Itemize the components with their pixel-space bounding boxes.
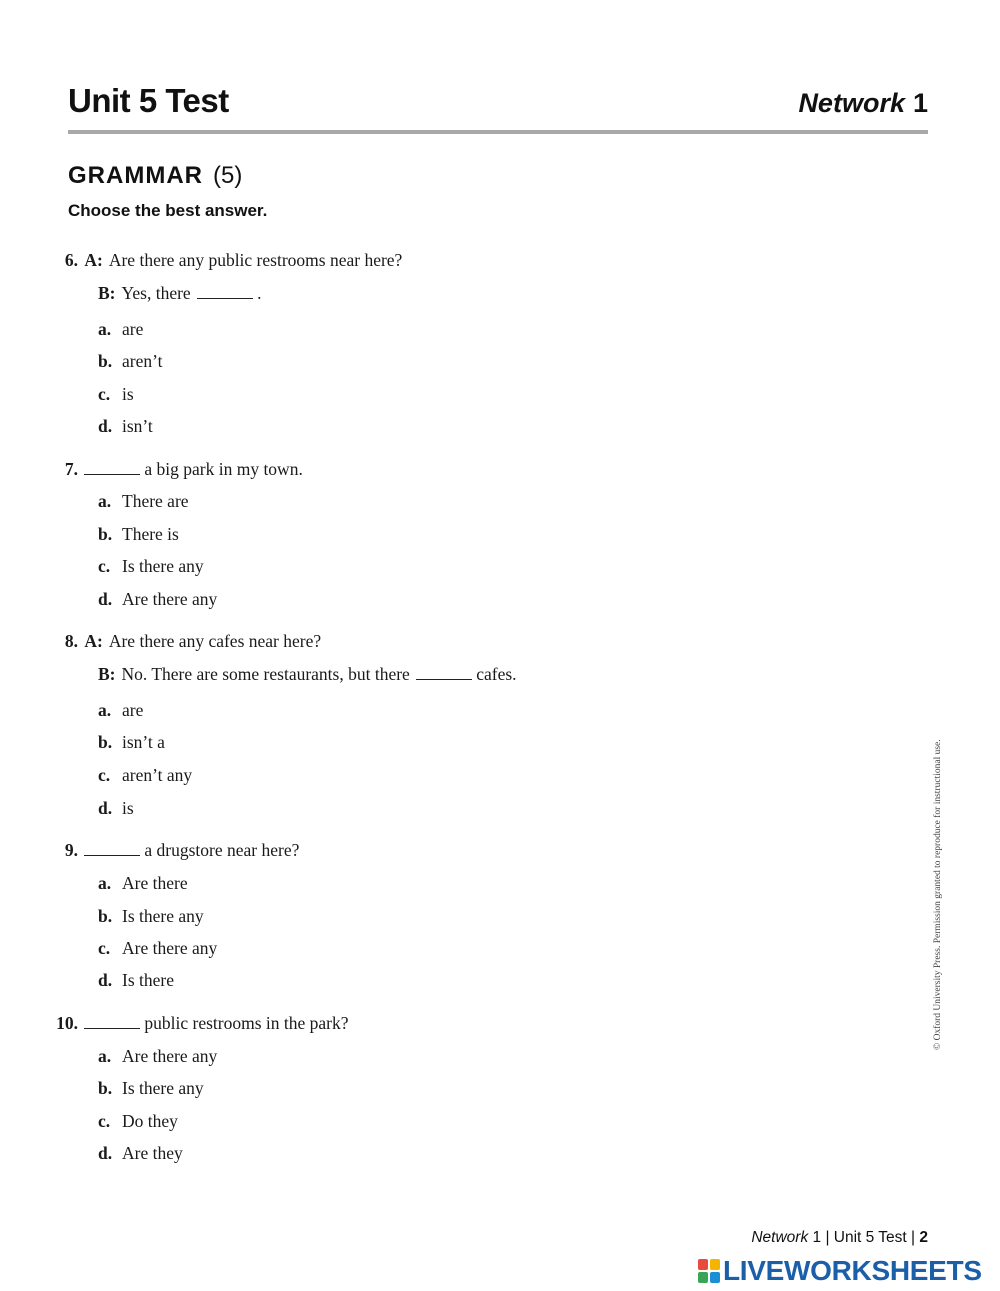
option-10b[interactable]	[98, 1077, 204, 1099]
option-7d[interactable]	[98, 588, 217, 610]
option-letter: d.	[98, 970, 113, 990]
option-letter: b.	[98, 906, 113, 926]
book-brand	[798, 88, 928, 119]
option-letter: c.	[98, 1111, 111, 1131]
question-text: public restrooms in the park?	[144, 1013, 349, 1033]
liveworksheets-icon	[698, 1259, 720, 1283]
option-letter: a.	[98, 700, 112, 720]
answer-blank[interactable]	[84, 1014, 140, 1029]
answer-blank[interactable]	[197, 284, 253, 299]
option-6c[interactable]	[98, 383, 134, 405]
instructions: Choose the best answer.	[68, 201, 268, 220]
section-points: (5)	[212, 162, 243, 189]
question-9-line	[50, 839, 299, 861]
question-7-line	[50, 458, 303, 480]
question-text: a drugstore near here?	[144, 840, 300, 860]
option-8c[interactable]	[98, 764, 192, 786]
question-text: cafes.	[476, 664, 517, 684]
liveworksheets-wordmark: LIVEWORKSHEETS	[723, 1255, 982, 1286]
answer-blank[interactable]	[84, 841, 140, 856]
option-6d[interactable]	[98, 415, 153, 437]
answer-blank[interactable]	[416, 665, 472, 680]
option-text: aren’t	[122, 351, 163, 371]
option-8d[interactable]	[98, 797, 134, 819]
header-divider	[68, 130, 928, 134]
option-text: There are	[122, 491, 189, 511]
question-number: 6.	[64, 250, 78, 270]
option-9d[interactable]	[98, 969, 174, 991]
option-letter: a.	[98, 873, 112, 893]
brand-level: 1	[912, 88, 928, 118]
page-title: Unit 5 Test	[68, 82, 229, 119]
question-8-line-b	[98, 663, 517, 685]
question-number: 7.	[64, 459, 78, 479]
option-letter: c.	[98, 938, 111, 958]
option-text: is	[122, 798, 134, 818]
page-number: 2	[919, 1229, 928, 1246]
option-letter: c.	[98, 384, 111, 404]
option-text: is	[122, 384, 134, 404]
question-text: No. There are some restaurants, but there	[121, 664, 410, 684]
footer-text: 1 | Unit 5 Test |	[808, 1229, 920, 1246]
footer-brand-name: Network	[751, 1229, 809, 1246]
option-text: isn’t a	[122, 732, 165, 752]
option-letter: d.	[98, 798, 113, 818]
option-6b[interactable]	[98, 350, 163, 372]
option-text: Are there any	[122, 938, 218, 958]
liveworksheets-logo[interactable]	[698, 1256, 982, 1286]
option-text: Is there any	[122, 556, 204, 576]
option-letter: b.	[98, 524, 113, 544]
option-7b[interactable]	[98, 523, 179, 545]
speaker-label: A:	[84, 250, 103, 270]
copyright-notice: © Oxford University Press. Permission granted to reproduce for instructional use.	[933, 739, 943, 1050]
option-7c[interactable]	[98, 555, 204, 577]
option-8b[interactable]	[98, 731, 165, 753]
option-text: Is there any	[122, 906, 204, 926]
question-6-line-b	[98, 282, 261, 304]
option-letter: a.	[98, 1046, 112, 1066]
option-text: Are there any	[122, 589, 218, 609]
option-text: Is there	[122, 970, 174, 990]
question-10-line	[50, 1012, 349, 1034]
option-letter: b.	[98, 732, 113, 752]
question-text: a big park in my town.	[144, 459, 303, 479]
option-text: isn’t	[122, 416, 153, 436]
option-letter: a.	[98, 491, 112, 511]
question-text: Are there any public restrooms near here?	[108, 250, 403, 270]
option-6a[interactable]	[98, 318, 143, 340]
option-7a[interactable]	[98, 490, 189, 512]
speaker-label: B:	[98, 664, 116, 684]
question-6-line-a	[50, 249, 402, 271]
question-text: .	[257, 283, 262, 303]
option-9a[interactable]	[98, 872, 188, 894]
question-number: 9.	[64, 840, 78, 860]
option-9c[interactable]	[98, 937, 217, 959]
option-letter: d.	[98, 589, 113, 609]
option-text: Are there	[122, 873, 188, 893]
option-letter: d.	[98, 1143, 113, 1163]
option-text: are	[122, 700, 144, 720]
option-text: Are they	[122, 1143, 183, 1163]
logo-square	[710, 1272, 720, 1283]
speaker-label: A:	[84, 631, 103, 651]
brand-name: Network	[798, 88, 905, 118]
option-text: Are there any	[122, 1046, 218, 1066]
page-footer	[751, 1229, 928, 1247]
question-8-line-a	[50, 630, 321, 652]
question-number: 10.	[56, 1013, 78, 1033]
question-text: Are there any cafes near here?	[108, 631, 322, 651]
option-text: There is	[122, 524, 179, 544]
option-text: are	[122, 319, 144, 339]
logo-square	[698, 1259, 708, 1270]
question-number: 8.	[64, 631, 78, 651]
option-letter: b.	[98, 1078, 113, 1098]
option-8a[interactable]	[98, 699, 143, 721]
option-text: aren’t any	[122, 765, 193, 785]
option-10a[interactable]	[98, 1045, 217, 1067]
option-10d[interactable]	[98, 1142, 183, 1164]
speaker-label: B:	[98, 283, 116, 303]
section-title	[68, 162, 242, 190]
logo-square	[710, 1259, 720, 1270]
option-10c[interactable]	[98, 1110, 178, 1132]
option-letter: a.	[98, 319, 112, 339]
option-letter: c.	[98, 765, 111, 785]
option-letter: b.	[98, 351, 113, 371]
logo-square	[698, 1272, 708, 1283]
section-heading: GRAMMAR	[68, 162, 203, 189]
question-text: Yes, there	[121, 283, 191, 303]
answer-blank[interactable]	[84, 460, 140, 475]
option-text: Do they	[122, 1111, 178, 1131]
option-letter: c.	[98, 556, 111, 576]
option-letter: d.	[98, 416, 113, 436]
option-text: Is there any	[122, 1078, 204, 1098]
option-9b[interactable]	[98, 905, 204, 927]
